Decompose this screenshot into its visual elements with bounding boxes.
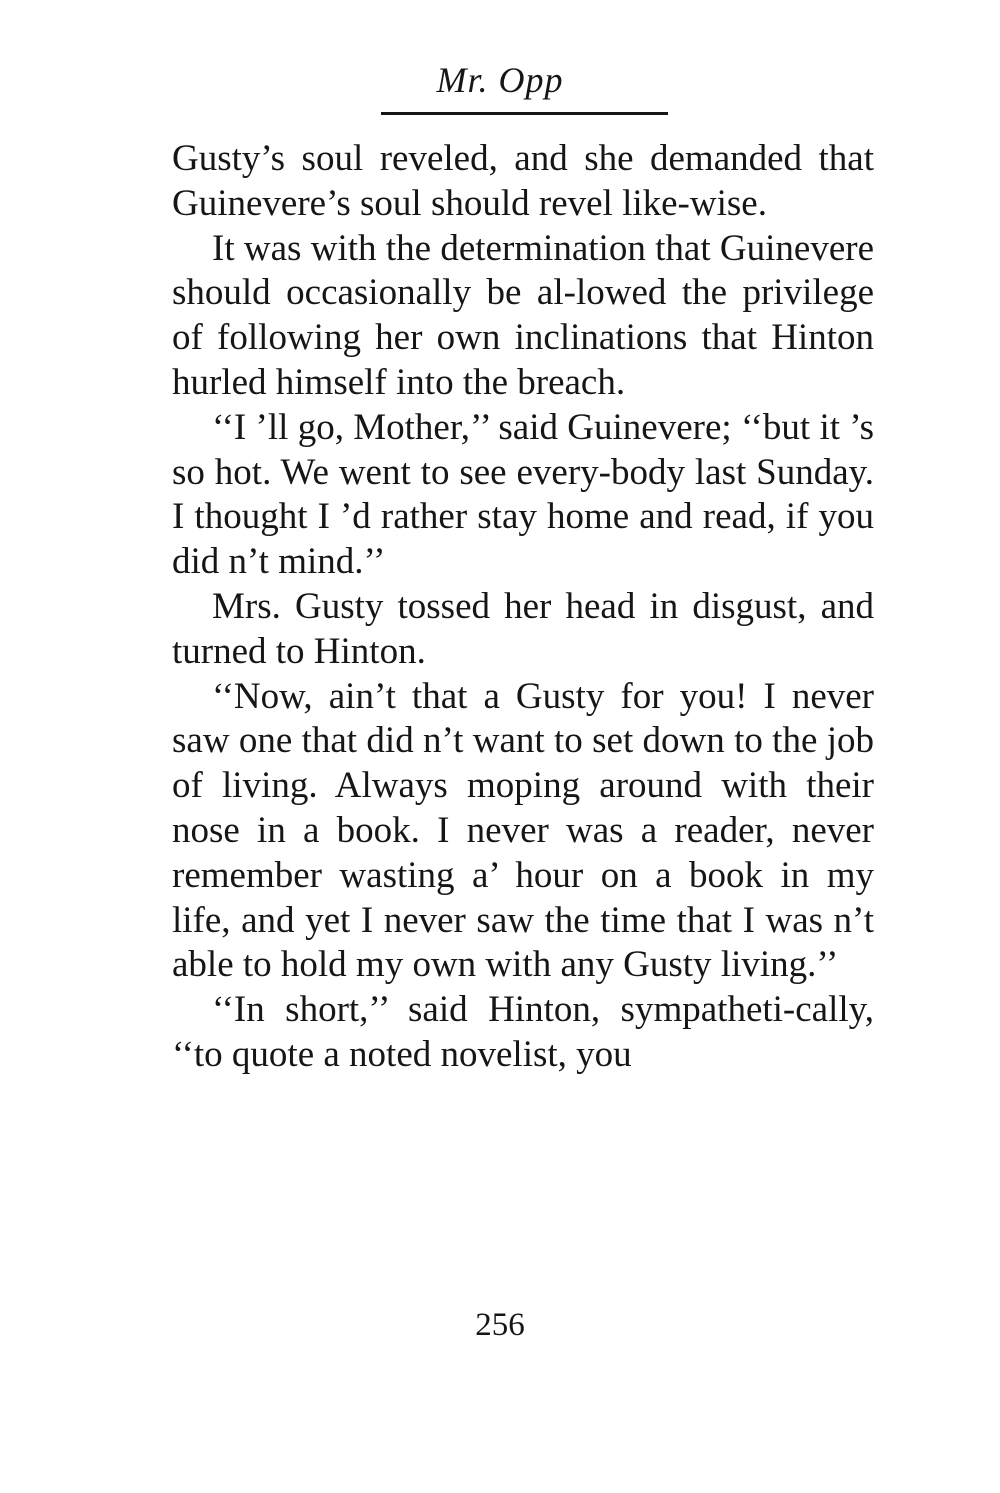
paragraph: ‘‘I ’ll go, Mother,’’ said Guinevere; ‘‘but it ’s so hot. We went to see every-body last Sunday. I thought I ’d rather stay home and read, if you did n’t mind.’’ [172, 406, 874, 583]
paragraph: It was with the determination that Guinevere should occasionally be al-lowed the privilege of following her own inclinations that Hinton hurled himself into the breach. [172, 227, 874, 403]
page-number: 256 [475, 1307, 525, 1343]
paragraph: ‘‘In short,’’ said Hinton, sympatheti-cally, ‘‘to quote a noted novelist, you [172, 989, 874, 1075]
running-head: Mr. Opp [436, 60, 564, 100]
paragraph: ‘‘Now, ain’t that a Gusty for you! I never saw one that did n’t want to set down to the job of living. Always moping around with their nose in a book. I never was a reader, never remember wasting a’ hour on a book in my life, and yet I never saw the time that I was n’t able to hold my own with any Gusty living.’’ [172, 675, 874, 986]
body-text [172, 137, 874, 1078]
paragraph-continued: Gusty’s soul reveled, and she demanded that Guinevere’s soul should revel like-wise. [172, 138, 874, 224]
header-rule [381, 112, 668, 115]
paragraph: Mrs. Gusty tossed her head in disgust, and turned to Hinton. [172, 585, 874, 672]
